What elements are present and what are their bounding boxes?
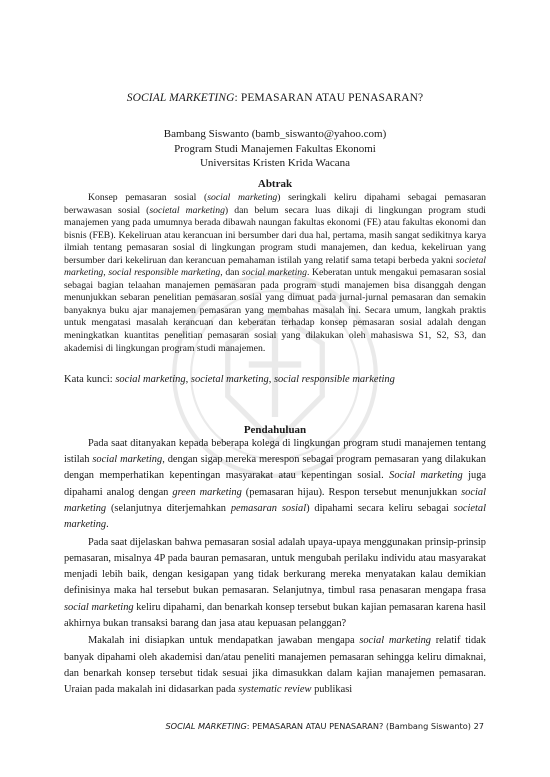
text-run: , [185,374,191,385]
text-run: (pemasaran hijau). Respon tersebut menunjukkan [241,486,462,498]
abstract-text [64,192,486,355]
body-paragraph [64,535,486,632]
text-run: Pada saat ditanyakan kepada beberapa kolega di lingkungan program studi manajemen tentang istilah [64,438,486,466]
text-run: (selanjutnya diterjemahkan [106,502,231,514]
italic-term: green marketing [172,486,242,498]
section-heading: Pendahuluan [243,424,307,436]
italic-term: social marketing [359,635,431,647]
italic-term: societal marketing [64,502,486,531]
italic-term: social marketing [115,374,186,385]
keywords-label: Kata kunci: [64,374,116,385]
text-run: ) dan belum secara luas dikaji di lingkungan program studi manajemen yang pada umumnya berada dibawah naungan fakultas ekonomi (FE) atau fakultas ekonomi dan bisnis (FEB). Kekeliruan atau kerancuan ini bersumber dari dua hal, pertama, masih sangat sedikitnya karya ilmiah tentang pemasaran sosial di lingkungan program studi manajemen, dan kedua, kekeliruan yang bersumber dari kekeliruan dan kerancuan pemahaman istilah yang relatif sama tetapi berbeda yakni [64,204,486,266]
text-run: , dengan sigap mereka merespon sebagai program pemasaran yang dilakukan dengan memperhatikan kepentingan masyarakat atau kepentingan sosial. [64,454,486,482]
italic-term: societal marketing [64,254,486,279]
italic-term: social marketing [241,267,307,279]
footer-title-italic: SOCIAL MARKETING [165,721,247,731]
body-paragraph [64,633,486,698]
italic-term: social marketing [64,486,486,514]
italic-term: social responsible marketing [273,374,395,385]
section-body [64,436,486,700]
text-run: Makalah ini disiapkan untuk mendapatkan jawaban mengapa [88,635,360,647]
author-program: Program Studi Manajemen Fakultas Ekonomi [174,142,376,155]
text-run: relatif tidak banyak dipahami oleh akademisi dan/atau peneliti manajemen pemasaran sehingga keliru dimaknai, dan benarkah konsep tersebut tidak sesuai jika dimasukkan dalam kajian manajemen pemasaran. Uraian pada makalah ini didasarkan pada [64,635,486,696]
text-run: , [268,374,274,385]
text-run: . [106,519,109,531]
text-run: Konsep pemasaran sosial ( [88,192,208,203]
italic-term: social marketing [207,192,278,203]
keywords-list [115,374,395,385]
paper-title-rest: : PEMASARAN ATAU PENASARAN? [234,92,424,104]
italic-term: systematic review [238,684,312,696]
text-run: . Keberatan untuk mengakui pemasaran sosial sebagai bagian telaahan manajemen pemasaran pada program studi manajemen bisa disanggah dengan menunjukkan sebaran penelitian pemasaran sosial yang dimuat pada jurnal-jurnal pemasaran dan semakin banyaknya buku ajar manajemen pemasaran yang membahas masalah ini. Secara umum, langkah praktis untuk mengatasi masalah kerancuan dan keberatan terhadap konsep pemasaran sosial adalah dengan meningkatkan kuantitas penelitian pemasaran sosial yang dilakukan oleh mahasiswa S1, S2, S3, dan akademisi di lingkungan program studi manajemen. [64,267,487,354]
italic-term: pemasaran sosial [230,502,307,514]
paper-title [0,92,550,104]
italic-term: social marketing [92,454,163,466]
paper-title-italic: SOCIAL MARKETING [126,92,235,104]
author-name-email: Bambang Siswanto (bamb_siswanto@yahoo.com) [163,128,387,140]
italic-term: societal marketing [149,204,225,216]
keywords-line [64,374,486,385]
italic-term: social marketing [64,601,134,613]
text-run: publikasi [311,684,353,696]
italic-term: social responsible marketing [108,267,221,279]
italic-term: Social marketing [389,470,463,482]
abstract-heading: Abtrak [257,178,293,190]
text-run: , dan [220,267,242,279]
text-run: , [103,267,109,279]
text-run: keliru dipahami, dan benarkah konsep tersebut bukan kajian pemasaran karena hasil akhirnya bukan transaksi barang dan jasa atau kepuasan pelanggan? [64,601,486,629]
text-run: juga dipahami analog dengan [64,470,486,498]
author-block [0,127,550,171]
footer-title-rest: : PEMASARAN ATAU PENASARAN? (Bambang Siswanto) 27 [246,721,484,731]
author-university: Universitas Kristen Krida Wacana [199,157,351,169]
text-run: ) seringkali keliru dipahami sebagai pemasaran berwawasan sosial ( [64,192,486,216]
text-run: Pada saat dijelaskan bahwa pemasaran sosial adalah upaya-upaya menggunakan prinsip-prinsip pemasaran, misalnya 4P pada bauran pemasaran, untuk mengubah perilaku individu atau masyarakat menjadi lebih baik, dengan kesigapan yang tidak berkurang mereka menyatakan kalau demikian definisinya maka hal tersebut bukan pemasaran. Selanjutnya, timbul rasa penasaran mengapa frasa [64,536,486,597]
page-footer [0,721,484,731]
body-paragraph [64,436,486,533]
text-run: ) dipahami secara keliru sebagai [306,502,454,514]
italic-term: societal marketing [190,374,269,385]
